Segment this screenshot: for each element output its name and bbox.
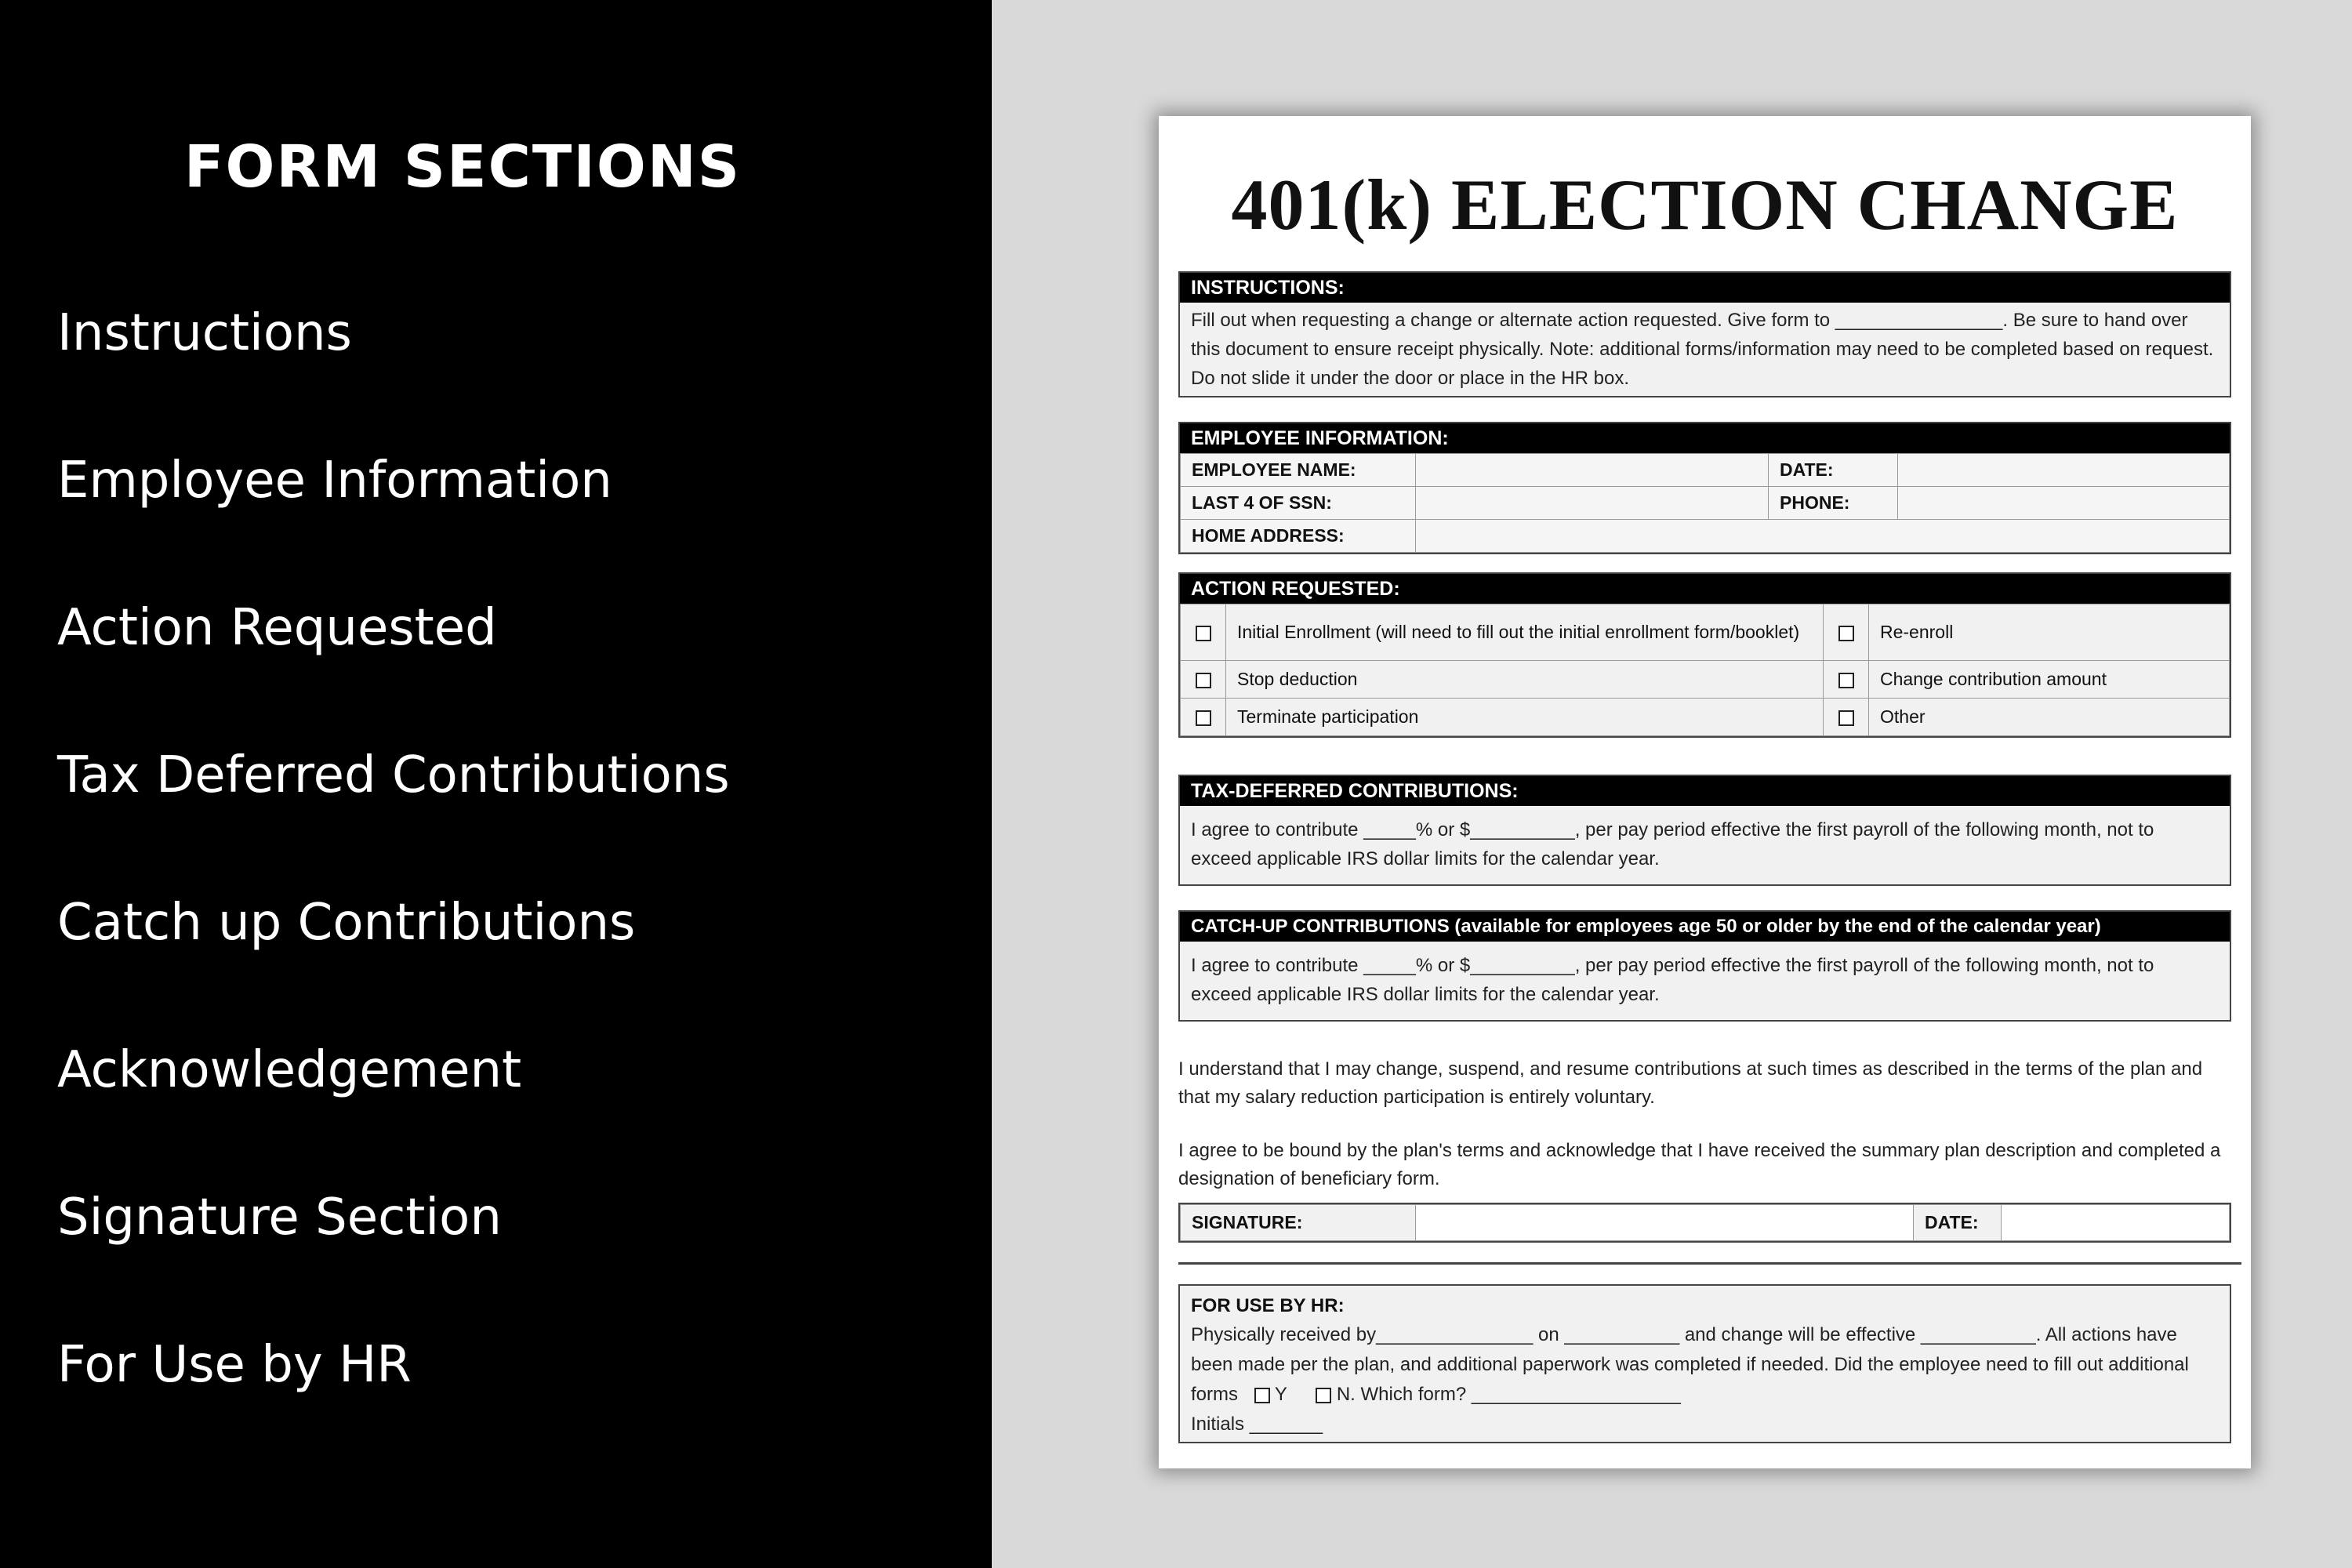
instructions-header: INSTRUCTIONS:	[1180, 273, 2230, 303]
terminate-participation-checkbox[interactable]	[1181, 699, 1226, 736]
employee-information-table	[1180, 453, 2230, 553]
checkbox-icon	[1838, 626, 1854, 641]
stop-deduction-label: Stop deduction	[1226, 661, 1824, 699]
action-requested-section	[1178, 572, 2231, 738]
action-requested-table	[1180, 604, 2230, 736]
section-item-action-requested: Action Requested	[57, 599, 497, 657]
terminate-participation-label: Terminate participation	[1226, 699, 1824, 736]
catch-up-header: CATCH-UP CONTRIBUTIONS (available for employees age 50 or older by the end of the calendar year)	[1180, 912, 2230, 942]
section-item-signature-section: Signature Section	[57, 1189, 502, 1247]
re-enroll-checkbox[interactable]	[1824, 604, 1869, 661]
section-item-employee-information: Employee Information	[57, 452, 612, 510]
signature-date-label: DATE:	[1914, 1205, 2002, 1241]
re-enroll-label: Re-enroll	[1869, 604, 2230, 661]
date-field[interactable]	[1898, 454, 2230, 487]
initial-enrollment-checkbox[interactable]	[1181, 604, 1226, 661]
instructions-text: Fill out when requesting a change or alternate action requested. Give form to ________________. Be sure to hand over this document to ensure receipt physically. Note: additional forms/information may need to be completed based on request. Do not slide it under the door or place in the HR box.	[1191, 310, 2214, 389]
hr-initials: Initials _______	[1191, 1414, 1323, 1435]
change-contribution-label: Change contribution amount	[1869, 661, 2230, 699]
signature-section	[1178, 1203, 2231, 1243]
section-divider	[1178, 1262, 2241, 1265]
acknowledgement-paragraph-1: I understand that I may change, suspend, and resume contributions at such times as described in the terms of the plan and that my salary reduction participation is entirely voluntary.	[1178, 1058, 2203, 1108]
checkbox-icon	[1838, 673, 1854, 688]
other-label: Other	[1869, 699, 2230, 736]
tax-deferred-header: TAX-DEFERRED CONTRIBUTIONS:	[1180, 776, 2230, 806]
other-checkbox[interactable]	[1824, 699, 1869, 736]
checkbox-icon	[1196, 626, 1211, 641]
checkbox-icon	[1196, 710, 1211, 726]
date-label: DATE:	[1769, 454, 1898, 487]
ssn-field[interactable]	[1416, 487, 1769, 520]
phone-field[interactable]	[1898, 487, 2230, 520]
acknowledgement-paragraph-2: I agree to be bound by the plan's terms and acknowledge that I have received the summary plan description and completed a designation of beneficiary form.	[1178, 1140, 2221, 1189]
signature-table	[1180, 1204, 2230, 1241]
hr-no-label: N. Which form? ____________________	[1336, 1384, 1681, 1405]
section-item-for-use-by-hr: For Use by HR	[57, 1336, 412, 1394]
panel-heading: FORM SECTIONS	[183, 133, 742, 201]
instructions-section	[1178, 271, 2231, 397]
initial-enrollment-label: Initial Enrollment (will need to fill out the initial enrollment form/booklet)	[1226, 604, 1824, 661]
employee-name-field[interactable]	[1416, 454, 1769, 487]
form-title: 401(k) ELECTION CHANGE	[1231, 165, 2179, 245]
catch-up-section	[1178, 910, 2231, 1022]
signature-label: SIGNATURE:	[1181, 1205, 1416, 1241]
section-item-instructions: Instructions	[57, 304, 352, 362]
section-item-tax-deferred-contributions: Tax Deferred Contributions	[57, 746, 730, 804]
hr-yes-label: Y	[1274, 1384, 1287, 1405]
signature-field[interactable]	[1416, 1205, 1914, 1241]
hr-yes-checkbox[interactable]	[1254, 1388, 1270, 1403]
hr-no-checkbox[interactable]	[1316, 1388, 1331, 1403]
hr-header: FOR USE BY HR:	[1191, 1295, 1345, 1316]
ssn-label: LAST 4 OF SSN:	[1181, 487, 1416, 520]
section-item-catch-up-contributions: Catch up Contributions	[57, 894, 636, 952]
signature-date-field[interactable]	[2002, 1205, 2230, 1241]
form-document	[1159, 116, 2251, 1468]
home-address-field[interactable]	[1416, 520, 2230, 553]
stop-deduction-checkbox[interactable]	[1181, 661, 1226, 699]
checkbox-icon	[1838, 710, 1854, 726]
employee-name-label: EMPLOYEE NAME:	[1181, 454, 1416, 487]
form-sections-panel	[0, 0, 992, 1568]
home-address-label: HOME ADDRESS:	[1181, 520, 1416, 553]
change-contribution-checkbox[interactable]	[1824, 661, 1869, 699]
tax-deferred-section	[1178, 775, 2231, 886]
employee-information-header: EMPLOYEE INFORMATION:	[1180, 423, 2230, 453]
tax-deferred-text: I agree to contribute _____% or $__________, per pay period effective the first payroll of the following month, not to exceed applicable IRS dollar limits for the calendar year.	[1191, 819, 2154, 869]
hr-body	[1191, 1320, 2219, 1439]
employee-information-section	[1178, 422, 2231, 554]
hr-text: Physically received by_______________ on ___________ and change will be effective ___________. All actions have been made per the plan, and additional paperwork was completed if needed. Did the employee need to fill out additional forms	[1191, 1324, 2189, 1405]
checkbox-icon	[1196, 673, 1211, 688]
hr-section	[1178, 1284, 2231, 1443]
catch-up-text: I agree to contribute _____% or $__________, per pay period effective the first payroll of the following month, not to exceed applicable IRS dollar limits for the calendar year.	[1191, 955, 2154, 1005]
phone-label: PHONE:	[1769, 487, 1898, 520]
action-requested-header: ACTION REQUESTED:	[1180, 574, 2230, 604]
section-item-acknowledgement: Acknowledgement	[57, 1041, 522, 1099]
